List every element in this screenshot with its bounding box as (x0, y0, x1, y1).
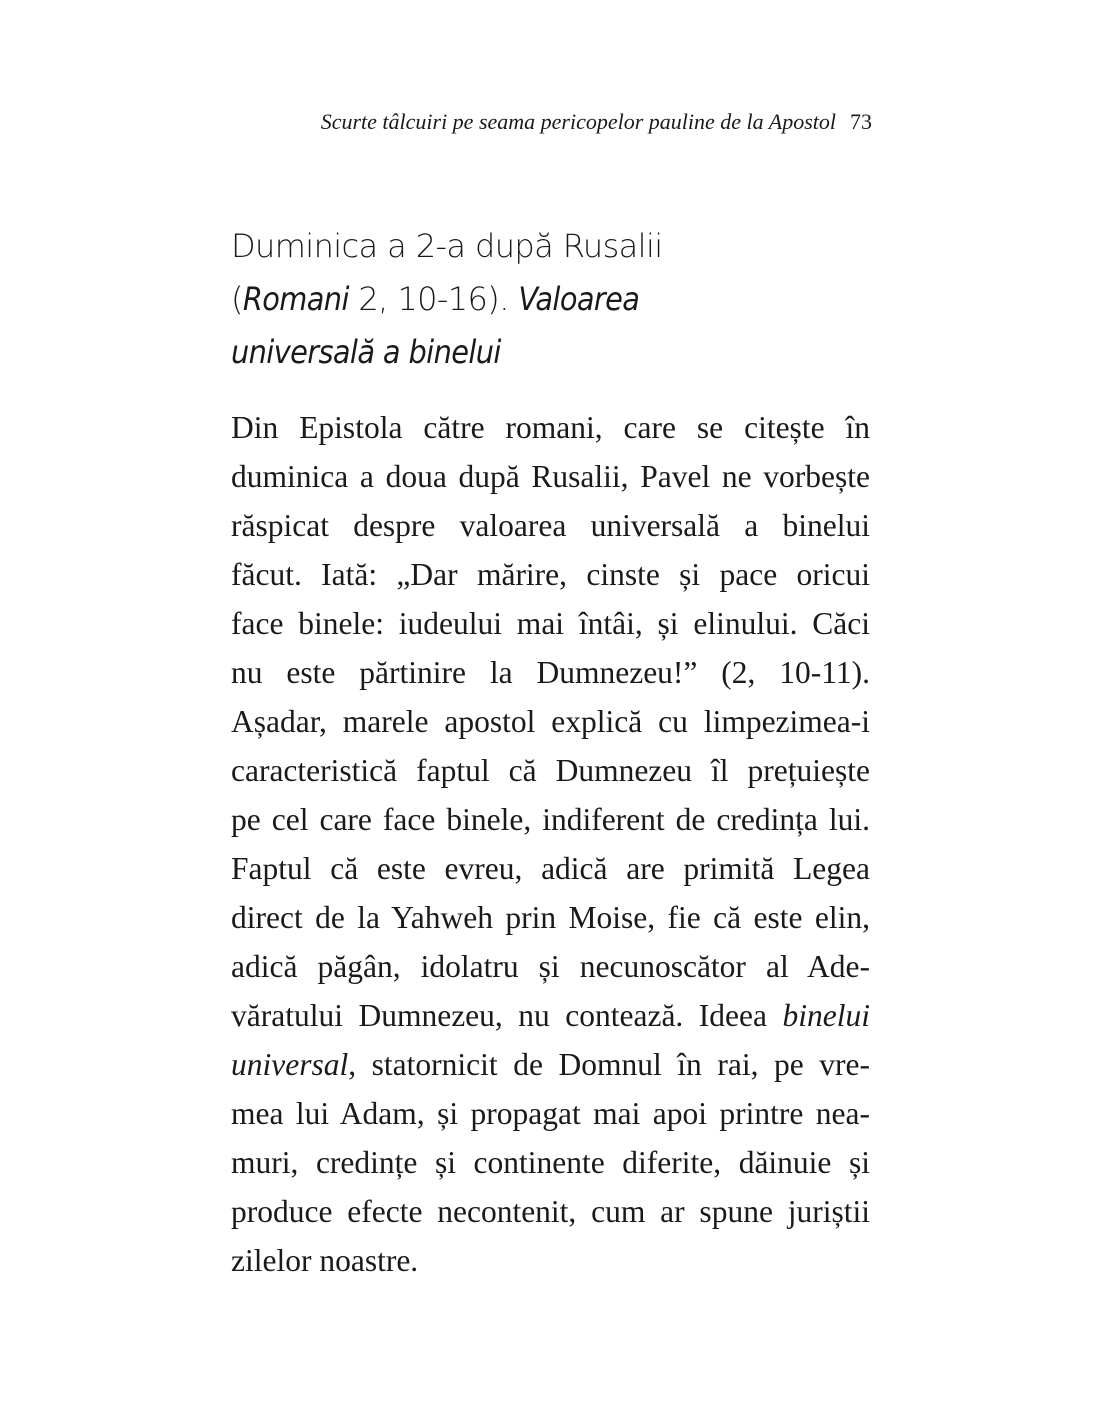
body-line: duminica a doua după Rusalii, Pavel ne vorbește (231, 459, 870, 494)
running-header-title: Scurte tâlcuiri pe seama pericopelor pauline de la Apostol (320, 109, 836, 134)
body-line: pe cel care face binele, indiferent de credința lui. (231, 802, 870, 837)
chapter-title (231, 220, 891, 379)
emphasis-binelui: binelui (782, 998, 870, 1033)
chapter-title-line-3 (231, 326, 891, 379)
body-line: produce efecte necontenit, cum ar spune juriștii (231, 1194, 870, 1229)
body-line: caracteristică faptul că Dumnezeu îl prețuiește (231, 753, 870, 788)
body-line-text: , statornicit de Domnul în rai, pe vre- (348, 1047, 870, 1082)
chapter-title-subtitle-part1: Valoarea (518, 280, 640, 318)
body-line (231, 1040, 870, 1089)
body-line: răspicat despre valoarea universală a binelui (231, 508, 870, 543)
body-line: Așadar, marele apostol explică cu limpezimea-i (231, 704, 870, 739)
body-line (231, 991, 870, 1040)
chapter-title-paren: ( (231, 280, 243, 318)
chapter-title-line-1: Duminica a 2-a după Rusalii (231, 227, 663, 265)
chapter-title-reference: 2, 10-16). (348, 280, 519, 318)
body-line: mea lui Adam, și propagat mai apoi printre nea- (231, 1096, 870, 1131)
page-number: 73 (850, 109, 872, 134)
body-line-last: zilelor noastre. (231, 1243, 419, 1278)
body-line-text: văratului Dumnezeu, nu contează. Ideea (231, 998, 783, 1033)
body-line: nu este părtinire la Dumnezeu!” (2, 10-11). (231, 655, 870, 690)
body-line: Din Epistola către romani, care se citește în (231, 410, 870, 445)
chapter-title-line-2 (231, 273, 891, 326)
body-line: face binele: iudeului mai întâi, și elinului. Căci (231, 606, 870, 641)
chapter-title-book: Romani (242, 280, 349, 318)
body-line: direct de la Yahweh prin Moise, fie că este elin, (231, 900, 870, 935)
body-line: Faptul că este evreu, adică are primită Legea (231, 851, 870, 886)
body-paragraph (231, 403, 870, 1285)
chapter-title-subtitle-part2: universală a binelui (231, 333, 501, 371)
emphasis-universal: universal (231, 1047, 349, 1082)
body-line: făcut. Iată: „Dar mărire, cinste și pace oricui (231, 557, 870, 592)
running-header (321, 104, 872, 140)
body-line: muri, credințe și continente diferite, dăinuie și (231, 1145, 870, 1180)
body-line: adică păgân, idolatru și necunoscător al Ade- (231, 949, 870, 984)
